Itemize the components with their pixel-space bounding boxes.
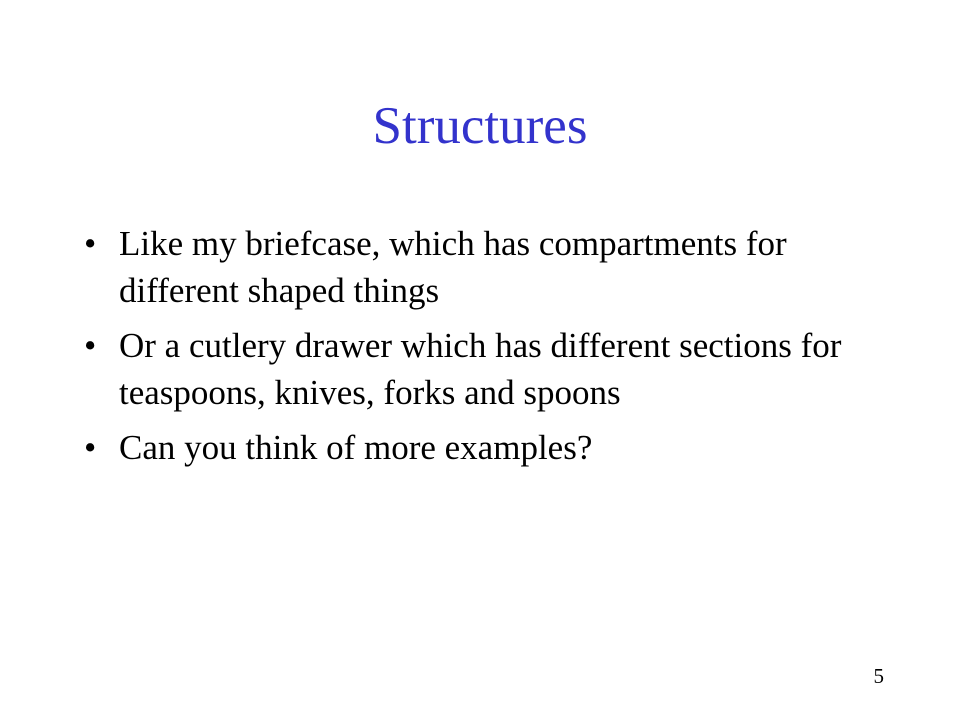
bullet-dot-icon: • — [84, 326, 97, 365]
bullet-dot-icon: • — [84, 224, 97, 263]
bullet-item — [84, 424, 884, 471]
bullet-text: Or a cutlery drawer which has different sections for teaspoons, knives, forks and spoons — [119, 326, 842, 412]
bullet-text: Like my briefcase, which has compartments for different shaped things — [119, 224, 787, 310]
bullet-dot-icon: • — [84, 428, 97, 467]
page-number: 5 — [873, 664, 884, 688]
bullet-item — [84, 220, 884, 314]
slide-title: Structures — [372, 97, 588, 155]
bullet-item — [84, 322, 884, 416]
bullet-text: Can you think of more examples? — [119, 428, 593, 467]
bullet-list — [84, 220, 884, 479]
